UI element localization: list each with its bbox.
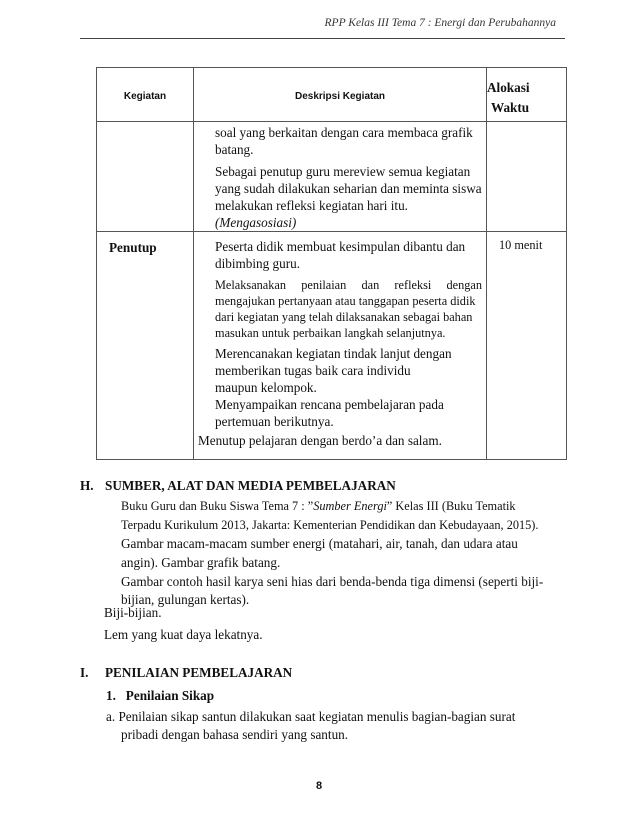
source-text: Terpadu Kurikulum 2013, Jakarta: Kementerian Pendidikan dan Kebudayaan, 2015). <box>121 518 539 532</box>
row2-text: pertemuan berikutnya. <box>215 414 334 429</box>
row2-text: Menutup pelajaran dengan berdo’a dan salam. <box>198 433 442 448</box>
row1-kegiatan <box>97 122 194 232</box>
source-text: Buku Guru dan Buku Siswa Tema 7 : ” <box>121 499 314 513</box>
source-text: Gambar contoh hasil karya seni hias dari benda-benda tiga dimensi (seperti biji- <box>121 574 544 589</box>
assessment-text: pribadi dengan bahasa sendiri yang santun. <box>121 727 349 742</box>
header-waktu-label: Waktu <box>491 100 530 115</box>
header-kegiatan <box>97 68 194 122</box>
row2-waktu-value: 10 menit <box>499 238 543 252</box>
row2-text: Menyampaikan rencana pembelajaran pada <box>215 397 444 412</box>
row2-text: maupun kelompok. <box>215 380 317 395</box>
source-text: ” Kelas III (Buku Tematik <box>386 499 516 513</box>
header-rule <box>80 38 565 39</box>
section-h-title: SUMBER, ALAT DAN MEDIA PEMBELAJARAN <box>105 478 396 493</box>
assessment-text: a. Penilaian sikap santun dilakukan saat kegiatan menulis bagian-bagian surat <box>106 709 516 724</box>
row2-text: memberikan tugas baik cara individu <box>215 363 411 378</box>
source-text-italic: Sumber Energi <box>313 499 387 513</box>
row2-text: mengajukan pertanyaan atau tanggapan peserta didik <box>215 294 476 308</box>
row2-waktu <box>487 232 567 460</box>
header-kegiatan-label: Kegiatan <box>123 90 167 102</box>
row2-text: Peserta didik membuat kesimpulan dibantu dan <box>215 239 466 254</box>
row2-text: masukan untuk perbaikan langkah selanjutnya. <box>215 326 446 340</box>
row2-text: dibimbing guru. <box>215 256 300 271</box>
source-text: bijian, gulungan kertas). <box>121 592 250 607</box>
row1-text: melakukan refleksi kegiatan hari itu. <box>215 198 408 213</box>
header-alokasi <box>487 68 567 122</box>
row2-text: Merencanakan kegiatan tindak lanjut dengan <box>215 346 452 361</box>
row1-text: soal yang berkaitan dengan cara membaca grafik <box>215 125 473 140</box>
subsection-title: 1. Penilaian Sikap <box>106 688 215 703</box>
row1-text: batang. <box>215 142 254 157</box>
section-i-title: PENILAIAN PEMBELAJARAN <box>105 665 293 680</box>
row1-text: yang sudah dilakukan seharian dan meminta siswa <box>215 181 482 196</box>
row2-deskripsi <box>194 232 487 460</box>
source-text: Lem yang kuat daya lekatnya. <box>104 627 263 642</box>
section-i-letter: I. <box>80 665 89 680</box>
row1-text: Sebagai penutup guru mereview semua kegiatan <box>215 164 471 179</box>
activity-table <box>96 67 567 460</box>
row2-kegiatan <box>97 232 194 460</box>
table-header-row <box>97 68 567 122</box>
row2-kegiatan-label: Penutup <box>109 240 157 255</box>
row2-text: Melaksanakan penilaian dan refleksi dengan <box>215 278 482 292</box>
row1-deskripsi <box>194 122 487 232</box>
source-line <box>121 498 516 514</box>
source-text: Gambar macam-macam sumber energi (matahari, air, tanah, dan udara atau <box>121 536 518 551</box>
table-row <box>97 232 567 460</box>
running-header: RPP Kelas III Tema 7 : Energi dan Perubahannya <box>324 17 556 29</box>
header-deskripsi-label: Deskripsi Kegiatan <box>294 90 386 102</box>
row1-text-italic: (Mengasosiasi) <box>215 215 297 230</box>
source-text: Biji-bijian. <box>104 605 162 620</box>
row1-waktu <box>487 122 567 232</box>
source-text: angin). Gambar grafik batang. <box>121 555 281 570</box>
page-number: 8 <box>315 780 323 792</box>
row2-text: dari kegiatan yang telah dilaksanakan sebagai bahan <box>215 310 473 324</box>
header-alokasi-label: Alokasi <box>487 80 530 95</box>
table-row <box>97 122 567 232</box>
header-deskripsi <box>194 68 487 122</box>
section-h-letter: H. <box>80 478 94 493</box>
